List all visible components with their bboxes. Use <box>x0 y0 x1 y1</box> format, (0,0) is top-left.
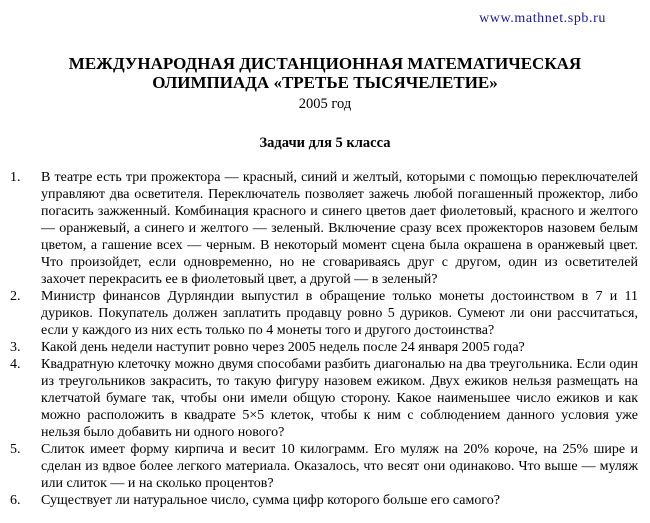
site-url: www.mathnet.spb.ru <box>479 11 606 26</box>
problem-list <box>10 169 638 509</box>
problem-number: 5. <box>10 442 21 457</box>
problem-text: Существует ли натуральное число, сумма цифр которого больше его самого? <box>41 493 500 508</box>
problem-number: 1. <box>10 170 21 185</box>
problem-item <box>10 356 638 441</box>
grade-subtitle: Задачи для 5 класса <box>259 135 391 151</box>
problem-number: 6. <box>10 493 21 508</box>
problem-number: 3. <box>10 340 21 355</box>
olympiad-title <box>0 54 650 92</box>
problem-text: Слиток имеет форму кирпича и весит 10 килограмм. Его муляж на 20% короче, на 25% шире и сделан из вдвое более легкого материала. Оказалось, что весят они одинаково. Что выше — муляж или слиток — и на сколько процентов? <box>41 442 638 491</box>
problem-item <box>10 169 638 288</box>
title-line-1: МЕЖДУНАРОДНАЯ ДИСТАНЦИОННАЯ МАТЕМАТИЧЕСКАЯ <box>68 54 582 73</box>
problem-item <box>10 288 638 339</box>
problem-number: 4. <box>10 357 21 372</box>
problem-text: Квадратную клеточку можно двумя способами разбить диагональю на два треугольника. Если один из треугольников закрасить, то такую фигуру назовем ежиком. Двух ежиков нельзя размещать на клетчатой бумаге так, чтобы они имели общую сторону. Какое наименьшее число ежиков и как можно расположить в квадрате 5×5 клеток, чтобы к ним с соблюдением данного условия уже нельзя было добавить ни одного нового? <box>41 357 638 440</box>
problem-item <box>10 441 638 492</box>
problem-text: Какой день недели наступит ровно через 2005 недель после 24 января 2005 года? <box>41 340 525 355</box>
problem-text: В театре есть три прожектора — красный, синий и желтый, которыми с помощью переключателей управляют два осветителя. Переключатель позволяет зажечь любой погашенный прожектор, либо погасить зажженный. Комбинация красного и синего цветов дает фиолетовый, красного и желтого — оранжевый, а синего и желтого — зеленый. Включение сразу всех прожекторов назовем белым цветом, а гашение всех — черным. В некоторый момент сцена была окрашена в оранжевый цвет. Что произойдет, если одновременно, но не сговариваясь друг с другом, один из осветителей захочет перекрасить ее в фиолетовый цвет, а другой — в зеленый? <box>41 170 638 287</box>
problem-item <box>10 492 638 509</box>
title-line-2: ОЛИМПИАДА «ТРЕТЬЕ ТЫСЯЧЕЛЕТИЕ» <box>152 73 498 92</box>
problem-number: 2. <box>10 289 21 304</box>
problem-item <box>10 339 638 356</box>
problem-text: Министр финансов Дурляндии выпустил в обращение только монеты достоинством в 7 и 11 дуриков. Покупатель должен заплатить продавцу ровно 5 дуриков. Сумеют ли они рассчитаться, если у каждого из них есть только по 4 монеты того и другого достоинства? <box>41 289 638 338</box>
olympiad-year: 2005 год <box>298 96 352 112</box>
